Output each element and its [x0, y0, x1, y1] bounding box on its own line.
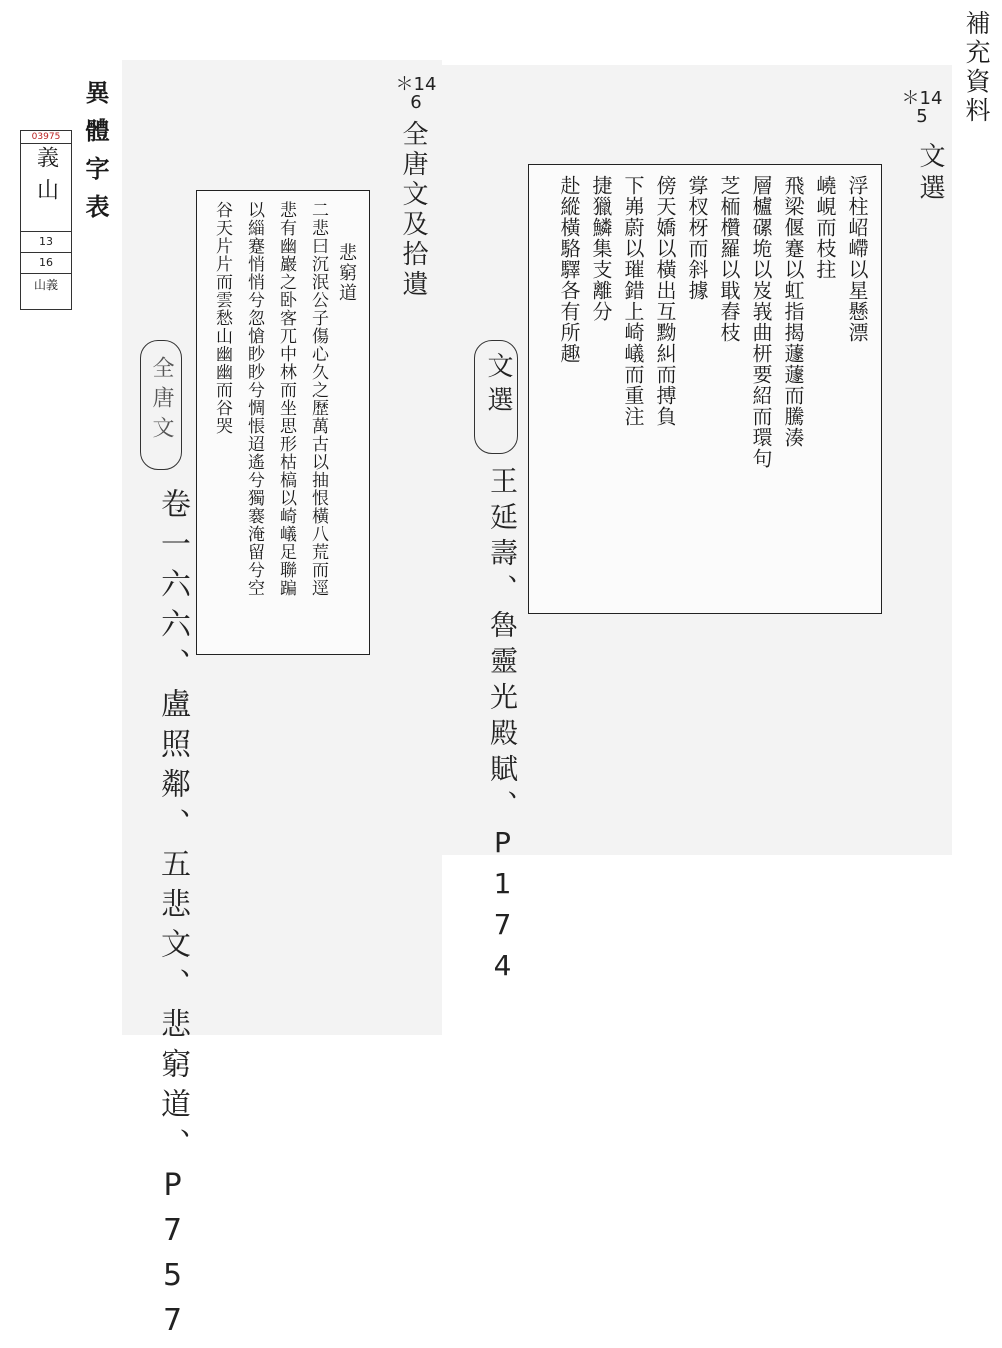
text-column: 傍天嬌以橫出互黝糾而搏負 — [653, 175, 677, 427]
text-column: 飛梁偃蹇以虹指揭蘧蘧而騰湊 — [781, 175, 805, 448]
note-citation-right: 王延壽、魯靈光殿賦、P174 — [486, 466, 519, 990]
index-card-variant: 山義 — [21, 273, 71, 296]
right-text-box — [528, 164, 882, 614]
text-column: 嶢峴而枝拄 — [813, 175, 837, 280]
text-column: 牚杈枒而斜據 — [685, 175, 709, 301]
text-column: 二悲曰沉泯公子傷心久之歷萬古以抽恨橫八荒而逕 — [308, 201, 328, 597]
text-column: 層櫨磥垝以岌峩曲枅要紹而環句 — [749, 175, 773, 469]
text-column: 捷獵鱗集支離分 — [589, 175, 613, 322]
text-column: 浮柱岹嵽以星懸漂 — [845, 175, 869, 343]
text-column: 下岪蔚以璀錯上崎嶬而重注 — [621, 175, 645, 427]
index-card-code: 03975 — [21, 131, 71, 144]
text-column: 赴縱橫駱驛各有所趣 — [557, 175, 581, 364]
ref-mark-145: ＊145 — [901, 88, 943, 127]
index-card-page: 13 — [21, 231, 71, 252]
text-column: 谷天片片而雲愁山幽幽而谷哭 — [212, 201, 232, 435]
supplement-note: 補充資料 — [962, 10, 991, 126]
text-column: 以緇蹇悄悄兮忽愴眇眇兮惆悵迢遙兮獨褰淹留兮空 — [244, 201, 264, 597]
index-card — [20, 130, 72, 310]
note-source-right: 文選 — [483, 352, 513, 420]
page-title: 異體字表 — [81, 80, 110, 232]
ref-mark-146: ＊146 — [395, 74, 437, 113]
source-label-left: 全唐文及拾遺 — [398, 120, 428, 300]
left-text-box — [196, 190, 370, 655]
note-citation-left: 卷一六六、盧照鄰、五悲文、悲窮道、P757 — [155, 488, 190, 1348]
text-column: 芝栭欑羅以戢舂枝 — [717, 175, 741, 343]
source-label-right: 文選 — [915, 142, 945, 206]
passage-heading: 悲窮道 — [336, 243, 357, 303]
note-source-left: 全唐文 — [149, 356, 174, 446]
index-card-line: 16 — [21, 252, 71, 273]
index-card-entry: 義山 — [33, 146, 59, 210]
text-column: 悲有幽巖之卧客兀中林而坐思形枯槁以崎嶬足聯蹁 — [276, 201, 296, 597]
